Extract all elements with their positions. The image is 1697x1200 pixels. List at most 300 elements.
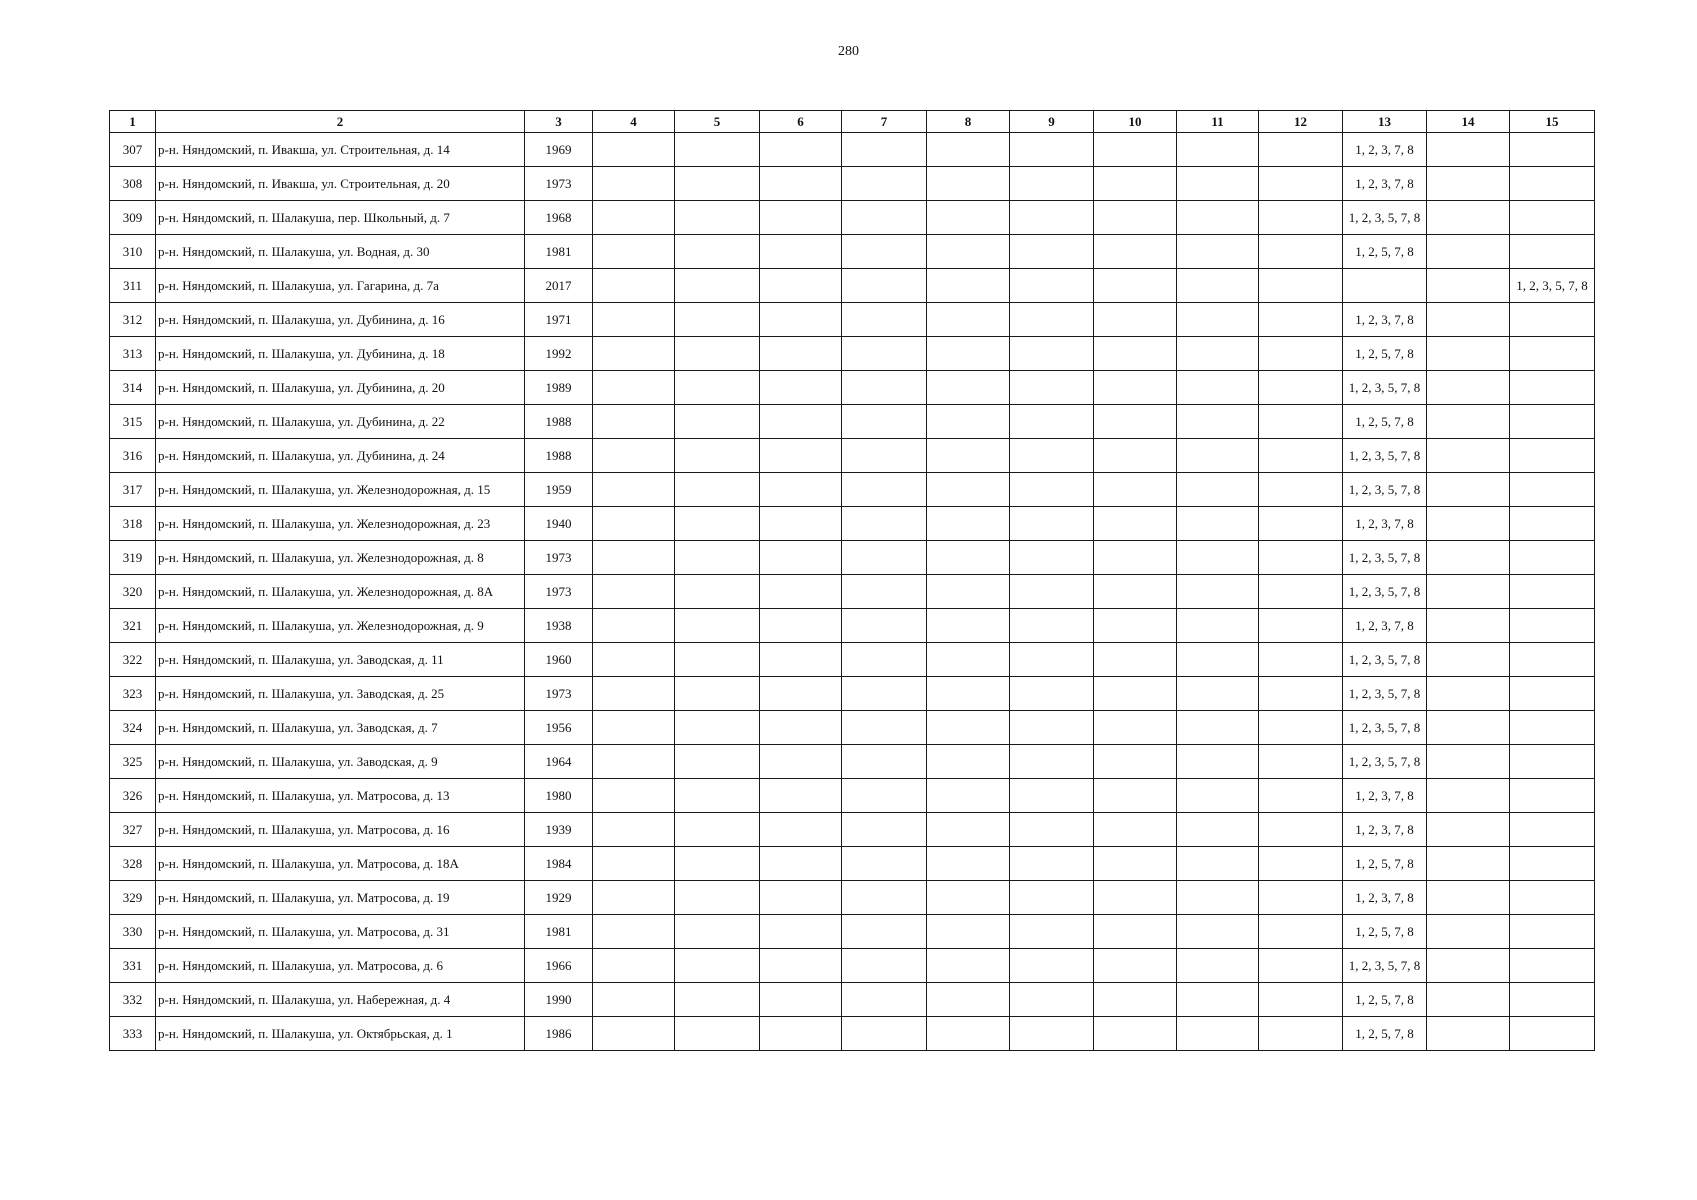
col-15-cell (1510, 915, 1595, 949)
empty-cell-col-9 (1010, 779, 1094, 813)
year-cell: 1992 (525, 337, 593, 371)
empty-cell-col-11 (1177, 507, 1259, 541)
empty-cell-col-14 (1427, 711, 1510, 745)
empty-cell-col-11 (1177, 779, 1259, 813)
col-15-cell (1510, 133, 1595, 167)
year-cell: 1989 (525, 371, 593, 405)
empty-cell-col-10 (1094, 507, 1177, 541)
empty-cell-col-8 (927, 711, 1010, 745)
empty-cell-col-11 (1177, 847, 1259, 881)
empty-cell-col-5 (675, 915, 760, 949)
empty-cell-col-10 (1094, 575, 1177, 609)
empty-cell-col-6 (760, 847, 842, 881)
empty-cell-col-4 (593, 575, 675, 609)
column-header-15: 15 (1510, 111, 1595, 133)
empty-cell-col-14 (1427, 949, 1510, 983)
empty-cell-col-10 (1094, 201, 1177, 235)
year-cell: 1959 (525, 473, 593, 507)
col-13-cell: 1, 2, 3, 7, 8 (1343, 813, 1427, 847)
year-cell: 1981 (525, 235, 593, 269)
empty-cell-col-7 (842, 269, 927, 303)
table-row (110, 915, 1595, 949)
empty-cell-col-12 (1259, 643, 1343, 677)
row-number-cell: 316 (110, 439, 156, 473)
empty-cell-col-6 (760, 167, 842, 201)
empty-cell-col-10 (1094, 167, 1177, 201)
empty-cell-col-8 (927, 847, 1010, 881)
empty-cell-col-6 (760, 303, 842, 337)
empty-cell-col-9 (1010, 405, 1094, 439)
row-number-cell: 312 (110, 303, 156, 337)
empty-cell-col-4 (593, 813, 675, 847)
empty-cell-col-7 (842, 133, 927, 167)
empty-cell-col-14 (1427, 881, 1510, 915)
empty-cell-col-4 (593, 439, 675, 473)
col-13-cell: 1, 2, 5, 7, 8 (1343, 983, 1427, 1017)
empty-cell-col-9 (1010, 473, 1094, 507)
col-13-cell: 1, 2, 5, 7, 8 (1343, 915, 1427, 949)
col-15-cell (1510, 541, 1595, 575)
row-number-cell: 318 (110, 507, 156, 541)
empty-cell-col-7 (842, 643, 927, 677)
empty-cell-col-4 (593, 983, 675, 1017)
empty-cell-col-5 (675, 609, 760, 643)
empty-cell-col-14 (1427, 541, 1510, 575)
address-cell: р-н. Няндомский, п. Шалакуша, ул. Железнодорожная, д. 15 (156, 473, 525, 507)
empty-cell-col-4 (593, 779, 675, 813)
empty-cell-col-8 (927, 813, 1010, 847)
year-cell: 1984 (525, 847, 593, 881)
empty-cell-col-11 (1177, 677, 1259, 711)
empty-cell-col-7 (842, 201, 927, 235)
empty-cell-col-10 (1094, 337, 1177, 371)
column-header-10: 10 (1094, 111, 1177, 133)
col-15-cell (1510, 881, 1595, 915)
empty-cell-col-4 (593, 643, 675, 677)
address-cell: р-н. Няндомский, п. Шалакуша, ул. Дубинина, д. 22 (156, 405, 525, 439)
empty-cell-col-12 (1259, 983, 1343, 1017)
row-number-cell: 310 (110, 235, 156, 269)
empty-cell-col-12 (1259, 133, 1343, 167)
empty-cell-col-7 (842, 541, 927, 575)
empty-cell-col-7 (842, 405, 927, 439)
year-cell: 1966 (525, 949, 593, 983)
empty-cell-col-12 (1259, 609, 1343, 643)
col-13-cell: 1, 2, 3, 5, 7, 8 (1343, 643, 1427, 677)
empty-cell-col-8 (927, 541, 1010, 575)
row-number-cell: 313 (110, 337, 156, 371)
empty-cell-col-7 (842, 779, 927, 813)
table-row (110, 779, 1595, 813)
year-cell: 1929 (525, 881, 593, 915)
empty-cell-col-5 (675, 847, 760, 881)
empty-cell-col-11 (1177, 269, 1259, 303)
empty-cell-col-12 (1259, 439, 1343, 473)
empty-cell-col-11 (1177, 915, 1259, 949)
empty-cell-col-7 (842, 235, 927, 269)
table-row (110, 133, 1595, 167)
empty-cell-col-6 (760, 949, 842, 983)
empty-cell-col-14 (1427, 269, 1510, 303)
empty-cell-col-4 (593, 609, 675, 643)
empty-cell-col-10 (1094, 473, 1177, 507)
empty-cell-col-10 (1094, 235, 1177, 269)
empty-cell-col-11 (1177, 575, 1259, 609)
empty-cell-col-7 (842, 575, 927, 609)
address-cell: р-н. Няндомский, п. Ивакша, ул. Строительная, д. 20 (156, 167, 525, 201)
empty-cell-col-4 (593, 507, 675, 541)
empty-cell-col-6 (760, 779, 842, 813)
column-header-8: 8 (927, 111, 1010, 133)
table-row (110, 507, 1595, 541)
address-cell: р-н. Няндомский, п. Шалакуша, ул. Гагарина, д. 7а (156, 269, 525, 303)
col-13-cell: 1, 2, 5, 7, 8 (1343, 337, 1427, 371)
empty-cell-col-5 (675, 881, 760, 915)
col-13-cell: 1, 2, 3, 7, 8 (1343, 881, 1427, 915)
empty-cell-col-7 (842, 881, 927, 915)
table-row (110, 813, 1595, 847)
col-15-cell (1510, 779, 1595, 813)
empty-cell-col-12 (1259, 847, 1343, 881)
column-header-11: 11 (1177, 111, 1259, 133)
col-13-cell: 1, 2, 5, 7, 8 (1343, 1017, 1427, 1051)
empty-cell-col-6 (760, 541, 842, 575)
empty-cell-col-8 (927, 1017, 1010, 1051)
empty-cell-col-6 (760, 269, 842, 303)
empty-cell-col-10 (1094, 133, 1177, 167)
empty-cell-col-9 (1010, 643, 1094, 677)
address-cell: р-н. Няндомский, п. Шалакуша, ул. Железнодорожная, д. 8А (156, 575, 525, 609)
empty-cell-col-14 (1427, 201, 1510, 235)
empty-cell-col-14 (1427, 337, 1510, 371)
column-header-6: 6 (760, 111, 842, 133)
address-cell: р-н. Няндомский, п. Шалакуша, ул. Дубинина, д. 24 (156, 439, 525, 473)
empty-cell-col-4 (593, 201, 675, 235)
empty-cell-col-14 (1427, 133, 1510, 167)
empty-cell-col-5 (675, 643, 760, 677)
table-row (110, 949, 1595, 983)
empty-cell-col-11 (1177, 881, 1259, 915)
address-cell: р-н. Няндомский, п. Шалакуша, ул. Набережная, д. 4 (156, 983, 525, 1017)
empty-cell-col-14 (1427, 847, 1510, 881)
empty-cell-col-4 (593, 711, 675, 745)
address-cell: р-н. Няндомский, п. Шалакуша, ул. Матросова, д. 18А (156, 847, 525, 881)
empty-cell-col-7 (842, 711, 927, 745)
empty-cell-col-11 (1177, 983, 1259, 1017)
year-cell: 1968 (525, 201, 593, 235)
empty-cell-col-9 (1010, 337, 1094, 371)
empty-cell-col-12 (1259, 337, 1343, 371)
row-number-cell: 308 (110, 167, 156, 201)
col-15-cell (1510, 643, 1595, 677)
empty-cell-col-5 (675, 371, 760, 405)
empty-cell-col-12 (1259, 915, 1343, 949)
empty-cell-col-11 (1177, 371, 1259, 405)
empty-cell-col-4 (593, 133, 675, 167)
col-13-cell: 1, 2, 3, 7, 8 (1343, 507, 1427, 541)
row-number-cell: 323 (110, 677, 156, 711)
year-cell: 1969 (525, 133, 593, 167)
empty-cell-col-12 (1259, 881, 1343, 915)
col-15-cell (1510, 439, 1595, 473)
empty-cell-col-11 (1177, 405, 1259, 439)
empty-cell-col-9 (1010, 881, 1094, 915)
row-number-cell: 320 (110, 575, 156, 609)
col-15-cell (1510, 235, 1595, 269)
empty-cell-col-11 (1177, 167, 1259, 201)
row-number-cell: 321 (110, 609, 156, 643)
empty-cell-col-8 (927, 915, 1010, 949)
empty-cell-col-11 (1177, 235, 1259, 269)
empty-cell-col-5 (675, 575, 760, 609)
empty-cell-col-14 (1427, 1017, 1510, 1051)
empty-cell-col-5 (675, 269, 760, 303)
column-header-14: 14 (1427, 111, 1510, 133)
empty-cell-col-12 (1259, 677, 1343, 711)
empty-cell-col-8 (927, 677, 1010, 711)
empty-cell-col-10 (1094, 405, 1177, 439)
empty-cell-col-4 (593, 915, 675, 949)
empty-cell-col-7 (842, 983, 927, 1017)
col-13-cell (1343, 269, 1427, 303)
empty-cell-col-5 (675, 711, 760, 745)
table-row (110, 405, 1595, 439)
row-number-cell: 331 (110, 949, 156, 983)
column-header-2: 2 (156, 111, 525, 133)
row-number-cell: 330 (110, 915, 156, 949)
empty-cell-col-10 (1094, 371, 1177, 405)
row-number-cell: 317 (110, 473, 156, 507)
empty-cell-col-11 (1177, 201, 1259, 235)
empty-cell-col-7 (842, 439, 927, 473)
empty-cell-col-11 (1177, 439, 1259, 473)
row-number-cell: 314 (110, 371, 156, 405)
empty-cell-col-9 (1010, 235, 1094, 269)
empty-cell-col-6 (760, 609, 842, 643)
table-row (110, 711, 1595, 745)
empty-cell-col-14 (1427, 473, 1510, 507)
year-cell: 1973 (525, 575, 593, 609)
empty-cell-col-7 (842, 949, 927, 983)
address-cell: р-н. Няндомский, п. Шалакуша, ул. Заводская, д. 9 (156, 745, 525, 779)
address-cell: р-н. Няндомский, п. Шалакуша, ул. Матросова, д. 31 (156, 915, 525, 949)
empty-cell-col-4 (593, 1017, 675, 1051)
year-cell: 1938 (525, 609, 593, 643)
empty-cell-col-12 (1259, 371, 1343, 405)
year-cell: 1973 (525, 167, 593, 201)
empty-cell-col-8 (927, 439, 1010, 473)
empty-cell-col-4 (593, 677, 675, 711)
empty-cell-col-8 (927, 337, 1010, 371)
empty-cell-col-11 (1177, 303, 1259, 337)
col-13-cell: 1, 2, 5, 7, 8 (1343, 405, 1427, 439)
table-row (110, 677, 1595, 711)
empty-cell-col-10 (1094, 813, 1177, 847)
empty-cell-col-6 (760, 337, 842, 371)
table-row (110, 983, 1595, 1017)
empty-cell-col-8 (927, 133, 1010, 167)
empty-cell-col-5 (675, 949, 760, 983)
address-cell: р-н. Няндомский, п. Шалакуша, ул. Водная, д. 30 (156, 235, 525, 269)
empty-cell-col-5 (675, 541, 760, 575)
empty-cell-col-4 (593, 949, 675, 983)
empty-cell-col-10 (1094, 541, 1177, 575)
column-header-4: 4 (593, 111, 675, 133)
empty-cell-col-11 (1177, 745, 1259, 779)
table-row (110, 575, 1595, 609)
empty-cell-col-9 (1010, 847, 1094, 881)
row-number-cell: 333 (110, 1017, 156, 1051)
empty-cell-col-5 (675, 779, 760, 813)
empty-cell-col-14 (1427, 677, 1510, 711)
table-row (110, 337, 1595, 371)
empty-cell-col-10 (1094, 983, 1177, 1017)
empty-cell-col-9 (1010, 949, 1094, 983)
empty-cell-col-9 (1010, 371, 1094, 405)
empty-cell-col-6 (760, 439, 842, 473)
empty-cell-col-8 (927, 575, 1010, 609)
empty-cell-col-11 (1177, 473, 1259, 507)
empty-cell-col-8 (927, 371, 1010, 405)
empty-cell-col-7 (842, 473, 927, 507)
empty-cell-col-12 (1259, 303, 1343, 337)
empty-cell-col-9 (1010, 711, 1094, 745)
empty-cell-col-7 (842, 813, 927, 847)
empty-cell-col-5 (675, 677, 760, 711)
col-15-cell (1510, 167, 1595, 201)
empty-cell-col-11 (1177, 643, 1259, 677)
col-15-cell (1510, 745, 1595, 779)
empty-cell-col-12 (1259, 541, 1343, 575)
row-number-cell: 309 (110, 201, 156, 235)
empty-cell-col-8 (927, 269, 1010, 303)
empty-cell-col-12 (1259, 269, 1343, 303)
table-row (110, 235, 1595, 269)
empty-cell-col-8 (927, 473, 1010, 507)
year-cell: 1981 (525, 915, 593, 949)
empty-cell-col-4 (593, 167, 675, 201)
table-row (110, 167, 1595, 201)
empty-cell-col-7 (842, 303, 927, 337)
year-cell: 1973 (525, 677, 593, 711)
row-number-cell: 311 (110, 269, 156, 303)
empty-cell-col-14 (1427, 813, 1510, 847)
empty-cell-col-14 (1427, 983, 1510, 1017)
year-cell: 1940 (525, 507, 593, 541)
empty-cell-col-12 (1259, 405, 1343, 439)
empty-cell-col-6 (760, 405, 842, 439)
empty-cell-col-11 (1177, 541, 1259, 575)
empty-cell-col-8 (927, 779, 1010, 813)
column-header-1: 1 (110, 111, 156, 133)
empty-cell-col-6 (760, 1017, 842, 1051)
empty-cell-col-10 (1094, 609, 1177, 643)
empty-cell-col-8 (927, 201, 1010, 235)
address-cell: р-н. Няндомский, п. Шалакуша, ул. Заводская, д. 25 (156, 677, 525, 711)
table-row (110, 643, 1595, 677)
column-header-7: 7 (842, 111, 927, 133)
empty-cell-col-14 (1427, 745, 1510, 779)
empty-cell-col-12 (1259, 235, 1343, 269)
table-row (110, 303, 1595, 337)
empty-cell-col-5 (675, 813, 760, 847)
col-15-cell (1510, 405, 1595, 439)
empty-cell-col-4 (593, 405, 675, 439)
empty-cell-col-10 (1094, 643, 1177, 677)
table-row (110, 847, 1595, 881)
address-cell: р-н. Няндомский, п. Шалакуша, ул. Дубинина, д. 20 (156, 371, 525, 405)
year-cell: 1988 (525, 439, 593, 473)
empty-cell-col-8 (927, 235, 1010, 269)
empty-cell-col-10 (1094, 779, 1177, 813)
address-cell: р-н. Няндомский, п. Шалакуша, ул. Матросова, д. 19 (156, 881, 525, 915)
empty-cell-col-11 (1177, 711, 1259, 745)
table-row (110, 473, 1595, 507)
empty-cell-col-8 (927, 643, 1010, 677)
empty-cell-col-11 (1177, 813, 1259, 847)
empty-cell-col-4 (593, 371, 675, 405)
empty-cell-col-9 (1010, 745, 1094, 779)
row-number-cell: 307 (110, 133, 156, 167)
header-row (110, 111, 1595, 133)
address-cell: р-н. Няндомский, п. Шалакуша, ул. Железнодорожная, д. 23 (156, 507, 525, 541)
empty-cell-col-6 (760, 881, 842, 915)
empty-cell-col-5 (675, 983, 760, 1017)
table-row (110, 201, 1595, 235)
empty-cell-col-14 (1427, 575, 1510, 609)
empty-cell-col-8 (927, 609, 1010, 643)
empty-cell-col-7 (842, 167, 927, 201)
table-row (110, 609, 1595, 643)
empty-cell-col-11 (1177, 133, 1259, 167)
address-cell: р-н. Няндомский, п. Шалакуша, ул. Матросова, д. 6 (156, 949, 525, 983)
row-number-cell: 319 (110, 541, 156, 575)
empty-cell-col-8 (927, 881, 1010, 915)
empty-cell-col-9 (1010, 1017, 1094, 1051)
empty-cell-col-9 (1010, 915, 1094, 949)
row-number-cell: 326 (110, 779, 156, 813)
empty-cell-col-10 (1094, 1017, 1177, 1051)
empty-cell-col-8 (927, 167, 1010, 201)
empty-cell-col-12 (1259, 473, 1343, 507)
empty-cell-col-14 (1427, 303, 1510, 337)
col-15-cell (1510, 337, 1595, 371)
empty-cell-col-11 (1177, 1017, 1259, 1051)
empty-cell-col-9 (1010, 507, 1094, 541)
row-number-cell: 315 (110, 405, 156, 439)
empty-cell-col-12 (1259, 1017, 1343, 1051)
col-13-cell: 1, 2, 3, 5, 7, 8 (1343, 711, 1427, 745)
empty-cell-col-11 (1177, 609, 1259, 643)
empty-cell-col-6 (760, 473, 842, 507)
col-15-cell (1510, 371, 1595, 405)
empty-cell-col-5 (675, 1017, 760, 1051)
column-header-5: 5 (675, 111, 760, 133)
empty-cell-col-9 (1010, 677, 1094, 711)
page-number: 280 (838, 44, 859, 59)
table-body (110, 133, 1595, 1051)
empty-cell-col-5 (675, 167, 760, 201)
table-row (110, 371, 1595, 405)
empty-cell-col-14 (1427, 439, 1510, 473)
year-cell: 1986 (525, 1017, 593, 1051)
empty-cell-col-5 (675, 303, 760, 337)
empty-cell-col-12 (1259, 201, 1343, 235)
empty-cell-col-6 (760, 201, 842, 235)
empty-cell-col-9 (1010, 813, 1094, 847)
col-15-cell: 1, 2, 3, 5, 7, 8 (1510, 269, 1595, 303)
empty-cell-col-14 (1427, 235, 1510, 269)
